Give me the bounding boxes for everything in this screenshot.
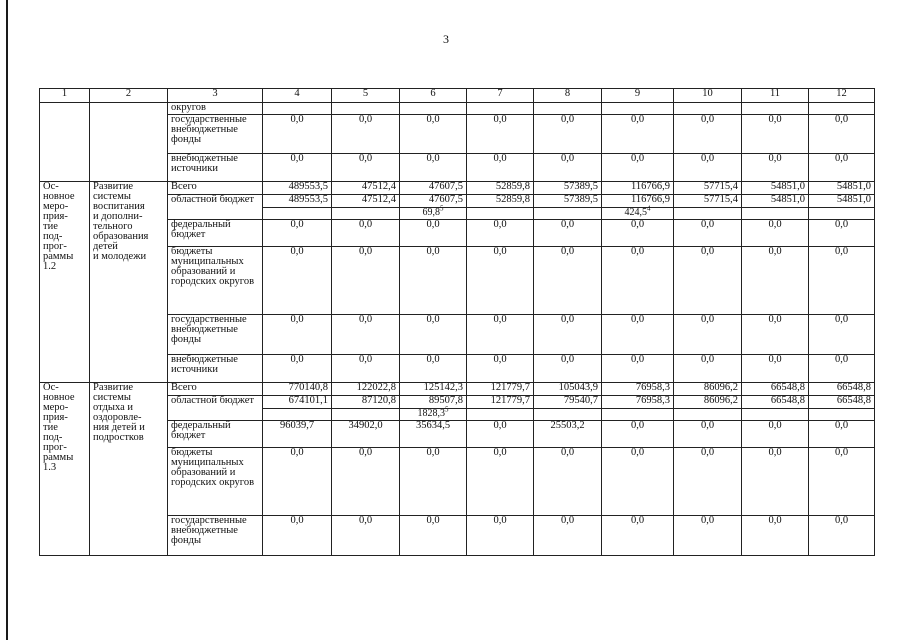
- value-cell: 66548,8: [742, 396, 809, 409]
- value-cell: [400, 405, 467, 421]
- value-cell: 96039,7: [263, 421, 332, 448]
- source-label: бюджеты муниципальных образований и городских округов: [168, 448, 263, 516]
- value-cell: [602, 409, 674, 421]
- value-cell: 52859,8: [467, 195, 534, 208]
- value-text: 69,8: [422, 207, 440, 218]
- value-cell: [332, 103, 400, 115]
- value-cell: 54851,0: [742, 182, 809, 195]
- title-cell: Развитие системы воспитания и дополни- тельного образования детей и молодежи: [90, 182, 168, 383]
- value-cell: 0,0: [742, 247, 809, 315]
- footnote-mark: 4: [647, 204, 651, 213]
- value-cell: 86096,2: [674, 383, 742, 396]
- value-cell: 0,0: [400, 355, 467, 383]
- value-cell: 79540,7: [534, 396, 602, 409]
- value-cell: 54851,0: [742, 195, 809, 208]
- value-cell: 125142,3: [400, 383, 467, 396]
- value-cell: 89507,8: [400, 396, 467, 409]
- header-cell: 5: [332, 89, 400, 103]
- source-label: государственные внебюджетные фонды: [168, 115, 263, 154]
- value-cell: 0,0: [534, 315, 602, 355]
- value-cell: 0,0: [602, 448, 674, 516]
- value-cell: [742, 208, 809, 220]
- activity-cell: Ос- новное меро- прия- тие под- прог- раммы 1.3: [40, 383, 90, 556]
- value-cell: 0,0: [400, 448, 467, 516]
- value-cell: 0,0: [809, 315, 875, 355]
- value-cell: 87120,8: [332, 396, 400, 409]
- value-cell: 57715,4: [674, 182, 742, 195]
- header-row: [40, 89, 875, 103]
- value-cell: 0,0: [467, 220, 534, 247]
- value-cell: 0,0: [467, 516, 534, 556]
- value-cell: 0,0: [674, 220, 742, 247]
- table-row: [40, 182, 875, 195]
- source-label: Всего: [168, 383, 263, 396]
- value-cell: 0,0: [467, 247, 534, 315]
- value-cell: 0,0: [602, 247, 674, 315]
- value-cell: [467, 208, 534, 220]
- footnote-mark: 5: [440, 204, 444, 213]
- value-cell: 0,0: [467, 421, 534, 448]
- value-cell: 0,0: [602, 154, 674, 182]
- value-cell: 0,0: [534, 247, 602, 315]
- value-cell: 0,0: [674, 154, 742, 182]
- value-cell: 0,0: [674, 315, 742, 355]
- value-cell: [534, 103, 602, 115]
- value-cell: 0,0: [674, 448, 742, 516]
- value-cell: 57715,4: [674, 195, 742, 208]
- value-cell: [809, 103, 875, 115]
- value-cell: 66548,8: [742, 383, 809, 396]
- table-row: [40, 383, 875, 396]
- value-cell: 57389,5: [534, 195, 602, 208]
- value-cell: 0,0: [809, 355, 875, 383]
- header-cell: 8: [534, 89, 602, 103]
- value-cell: 0,0: [809, 516, 875, 556]
- value-cell: 0,0: [263, 115, 332, 154]
- value-cell: [742, 103, 809, 115]
- source-label: федеральный бюджет: [168, 421, 263, 448]
- value-cell: 0,0: [263, 154, 332, 182]
- value-cell: 0,0: [742, 355, 809, 383]
- value-cell: 0,0: [742, 315, 809, 355]
- table-row: [40, 103, 875, 115]
- value-cell: 0,0: [602, 516, 674, 556]
- value-cell: 0,0: [534, 220, 602, 247]
- value-cell: 54851,0: [809, 195, 875, 208]
- value-cell: 0,0: [674, 355, 742, 383]
- footnote-mark: 5: [445, 405, 449, 414]
- value-cell: [400, 103, 467, 115]
- value-cell: 116766,9: [602, 182, 674, 195]
- value-cell: 0,0: [263, 220, 332, 247]
- value-cell: 0,0: [263, 448, 332, 516]
- value-cell: 0,0: [602, 220, 674, 247]
- value-cell: 770140,8: [263, 383, 332, 396]
- value-cell: 0,0: [534, 115, 602, 154]
- value-cell: 0,0: [809, 220, 875, 247]
- value-cell: 0,0: [400, 115, 467, 154]
- value-cell: 76958,3: [602, 396, 674, 409]
- value-cell: 0,0: [602, 355, 674, 383]
- value-cell: [674, 208, 742, 220]
- value-cell: 121779,7: [467, 396, 534, 409]
- value-cell: 0,0: [332, 448, 400, 516]
- value-cell: 0,0: [534, 448, 602, 516]
- value-cell: 0,0: [809, 421, 875, 448]
- value-cell: [534, 208, 602, 220]
- value-cell: 0,0: [602, 421, 674, 448]
- value-cell: 0,0: [534, 355, 602, 383]
- value-cell: 105043,9: [534, 383, 602, 396]
- activity-cell: [40, 103, 90, 182]
- value-cell: [467, 409, 534, 421]
- header-cell: 2: [90, 89, 168, 103]
- value-cell: 489553,5: [263, 182, 332, 195]
- header-cell: 9: [602, 89, 674, 103]
- header-cell: 6: [400, 89, 467, 103]
- value-cell: 0,0: [809, 154, 875, 182]
- activity-cell: Ос- новное меро- прия- тие под- прог- раммы 1.2: [40, 182, 90, 383]
- value-cell: 0,0: [400, 220, 467, 247]
- header-cell: 4: [263, 89, 332, 103]
- value-cell: [809, 409, 875, 421]
- value-cell: 66548,8: [809, 396, 875, 409]
- value-cell: 47607,5: [400, 195, 467, 208]
- source-label: государственные внебюджетные фонды: [168, 315, 263, 355]
- value-cell: [263, 409, 332, 421]
- value-cell: 25503,2: [534, 421, 602, 448]
- value-cell: 0,0: [467, 448, 534, 516]
- source-label: внебюджетные источники: [168, 154, 263, 182]
- source-label: государственные внебюджетные фонды: [168, 516, 263, 556]
- value-cell: 0,0: [742, 516, 809, 556]
- source-label: округов: [168, 103, 263, 115]
- value-cell: [332, 409, 400, 421]
- value-cell: 121779,7: [467, 383, 534, 396]
- value-cell: [534, 409, 602, 421]
- value-cell: [263, 208, 332, 220]
- value-cell: 0,0: [602, 115, 674, 154]
- source-label: областной бюджет: [168, 195, 263, 220]
- value-cell: 57389,5: [534, 182, 602, 195]
- header-cell: 7: [467, 89, 534, 103]
- value-cell: 0,0: [809, 115, 875, 154]
- value-cell: 0,0: [742, 421, 809, 448]
- value-cell: [602, 204, 674, 220]
- header-cell: 12: [809, 89, 875, 103]
- value-cell: 0,0: [602, 315, 674, 355]
- value-cell: [809, 208, 875, 220]
- header-cell: 10: [674, 89, 742, 103]
- value-cell: [332, 208, 400, 220]
- value-cell: 0,0: [674, 247, 742, 315]
- value-cell: 52859,8: [467, 182, 534, 195]
- value-text: 1828,3: [417, 408, 445, 419]
- title-cell: Развитие системы отдыха и оздоровле- ния детей и подростков: [90, 383, 168, 556]
- value-cell: [742, 409, 809, 421]
- value-cell: 0,0: [332, 247, 400, 315]
- value-cell: 0,0: [263, 516, 332, 556]
- value-cell: 0,0: [400, 154, 467, 182]
- value-cell: 47512,4: [332, 182, 400, 195]
- header-cell: 11: [742, 89, 809, 103]
- budget-table: [39, 88, 875, 556]
- value-cell: 0,0: [332, 355, 400, 383]
- page-edge-line: [6, 0, 8, 640]
- value-cell: 0,0: [674, 516, 742, 556]
- value-cell: 47607,5: [400, 182, 467, 195]
- value-cell: 0,0: [809, 448, 875, 516]
- value-cell: 0,0: [400, 247, 467, 315]
- value-cell: 86096,2: [674, 396, 742, 409]
- value-cell: 674101,1: [263, 396, 332, 409]
- source-label: федеральный бюджет: [168, 220, 263, 247]
- value-cell: 0,0: [332, 516, 400, 556]
- value-cell: 34902,0: [332, 421, 400, 448]
- source-label: бюджеты муниципальных образований и городских округов: [168, 247, 263, 315]
- value-cell: 0,0: [263, 247, 332, 315]
- value-cell: 0,0: [534, 154, 602, 182]
- value-cell: 0,0: [467, 355, 534, 383]
- value-cell: 76958,3: [602, 383, 674, 396]
- value-cell: 0,0: [742, 115, 809, 154]
- value-cell: [467, 103, 534, 115]
- value-cell: 0,0: [467, 315, 534, 355]
- value-cell: 0,0: [674, 115, 742, 154]
- value-cell: 0,0: [674, 421, 742, 448]
- value-cell: 47512,4: [332, 195, 400, 208]
- value-cell: 0,0: [742, 220, 809, 247]
- value-cell: [602, 103, 674, 115]
- header-cell: 3: [168, 89, 263, 103]
- value-cell: [674, 409, 742, 421]
- source-label: областной бюджет: [168, 396, 263, 421]
- value-cell: 0,0: [332, 115, 400, 154]
- value-cell: [400, 204, 467, 220]
- value-cell: 0,0: [332, 220, 400, 247]
- value-cell: [674, 103, 742, 115]
- value-cell: 0,0: [742, 154, 809, 182]
- value-cell: 54851,0: [809, 182, 875, 195]
- value-cell: 0,0: [400, 315, 467, 355]
- value-cell: [263, 103, 332, 115]
- source-label: Всего: [168, 182, 263, 195]
- value-cell: 122022,8: [332, 383, 400, 396]
- value-cell: 489553,5: [263, 195, 332, 208]
- title-cell: [90, 103, 168, 182]
- value-cell: 0,0: [809, 247, 875, 315]
- value-cell: 0,0: [332, 154, 400, 182]
- value-cell: 66548,8: [809, 383, 875, 396]
- value-text: 424,5: [624, 207, 647, 218]
- page-number: 3: [443, 32, 449, 46]
- value-cell: 0,0: [263, 315, 332, 355]
- value-cell: 0,0: [332, 315, 400, 355]
- value-cell: 0,0: [400, 516, 467, 556]
- value-cell: 35634,5: [400, 421, 467, 448]
- value-cell: 0,0: [467, 115, 534, 154]
- value-cell: 116766,9: [602, 195, 674, 208]
- value-cell: 0,0: [742, 448, 809, 516]
- value-cell: 0,0: [467, 154, 534, 182]
- header-cell: 1: [40, 89, 90, 103]
- value-cell: 0,0: [263, 355, 332, 383]
- source-label: внебюджетные источники: [168, 355, 263, 383]
- value-cell: 0,0: [534, 516, 602, 556]
